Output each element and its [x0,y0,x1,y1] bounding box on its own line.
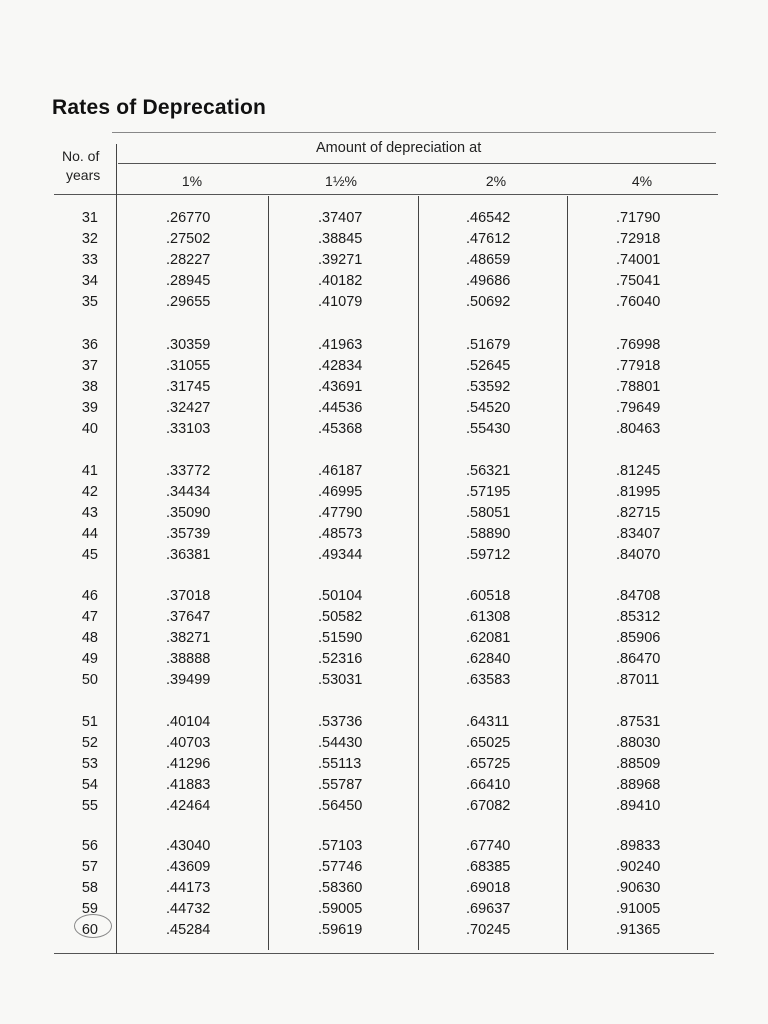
rate-1-cell: .27502 [166,231,211,247]
rate-1-cell: .41883 [166,777,211,793]
year-cell: 40 [81,421,98,437]
table-row [54,836,718,857]
rate-2-cell: .57195 [466,484,511,500]
table-row [54,377,718,398]
rate-4-cell: .88968 [616,777,661,793]
table-row [54,649,718,670]
rate-1-5-cell: .46995 [318,484,363,500]
rate-4-cell: .78801 [616,379,661,395]
table-row [54,920,718,941]
rate-1-5-cell: .38845 [318,231,363,247]
rate-1-5-cell: .39271 [318,252,363,268]
rate-4-cell: .71790 [616,210,661,226]
rate-1-5-cell: .56450 [318,798,363,814]
rate-4-cell: .86470 [616,651,661,667]
year-cell: 56 [81,838,98,854]
rate-2-cell: .54520 [466,400,511,416]
rate-1-5-cell: .41079 [318,294,363,310]
row-group [54,712,718,817]
rate-1-cell: .41296 [166,756,211,772]
rate-2-cell: .46542 [466,210,511,226]
year-cell: 32 [81,231,98,247]
rate-1-5-cell: .59619 [318,922,363,938]
year-cell: 46 [81,588,98,604]
table-row [54,754,718,775]
rate-1-cell: .43609 [166,859,211,875]
table-row [54,607,718,628]
rate-1-5-cell: .42834 [318,358,363,374]
rate-4-cell: .83407 [616,526,661,542]
rate-4-cell: .85906 [616,630,661,646]
rate-2-cell: .65025 [466,735,511,751]
table-row [54,461,718,482]
rate-2-cell: .58051 [466,505,511,521]
rate-1-5-cell: .53031 [318,672,363,688]
rate-1-5-cell: .37407 [318,210,363,226]
rate-1-cell: .40104 [166,714,211,730]
rate-1-5-cell: .59005 [318,901,363,917]
year-cell: 42 [81,484,98,500]
table-row [54,628,718,649]
depreciation-table [54,130,718,956]
year-cell: 52 [81,735,98,751]
rate-4-cell: .89410 [616,798,661,814]
year-cell: 38 [81,379,98,395]
rate-2-cell: .65725 [466,756,511,772]
rate-1-cell: .40703 [166,735,211,751]
rate-2-cell: .49686 [466,273,511,289]
year-cell: 35 [81,294,98,310]
rate-1-cell: .33103 [166,421,211,437]
row-group [54,461,718,566]
rate-2-cell: .68385 [466,859,511,875]
rate-2-cell: .51679 [466,337,511,353]
table-row [54,208,718,229]
year-cell: 31 [81,210,98,226]
rate-4-cell: .89833 [616,838,661,854]
rate-2-cell: .48659 [466,252,511,268]
rate-2-cell: .67082 [466,798,511,814]
rate-1-cell: .37647 [166,609,211,625]
header-bottom-rule [54,194,718,195]
table-row [54,775,718,796]
rate-1-cell: .42464 [166,798,211,814]
rate-1-cell: .26770 [166,210,211,226]
rate-1-5-cell: .44536 [318,400,363,416]
rate-2-cell: .53592 [466,379,511,395]
table-row [54,857,718,878]
rate-4-cell: .79649 [616,400,661,416]
year-cell: 53 [81,756,98,772]
rate-1-cell: .44732 [166,901,211,917]
rate-1-5-cell: .48573 [318,526,363,542]
page-title: Rates of Deprecation [52,96,267,119]
col-header-4: 4% [631,173,653,189]
year-cell: 34 [81,273,98,289]
rate-4-cell: .82715 [616,505,661,521]
rate-4-cell: .81245 [616,463,661,479]
table-row [54,733,718,754]
rate-4-cell: .81995 [616,484,661,500]
rate-4-cell: .90240 [616,859,661,875]
table-row [54,878,718,899]
rate-4-cell: .87531 [616,714,661,730]
table-row [54,545,718,566]
pen-circle-mark [74,914,112,938]
rate-1-5-cell: .40182 [318,273,363,289]
rate-1-5-cell: .54430 [318,735,363,751]
rate-1-5-cell: .51590 [318,630,363,646]
table-row [54,356,718,377]
year-cell: 58 [81,880,98,896]
rate-2-cell: .69018 [466,880,511,896]
table-row [54,335,718,356]
table-row [54,398,718,419]
rate-1-cell: .35090 [166,505,211,521]
rate-1-5-cell: .45368 [318,421,363,437]
year-cell: 50 [81,672,98,688]
rate-1-5-cell: .55113 [318,756,362,772]
rate-1-cell: .28227 [166,252,211,268]
rate-1-5-cell: .50104 [318,588,363,604]
year-cell: 51 [81,714,98,730]
rate-1-5-cell: .55787 [318,777,363,793]
rate-1-cell: .44173 [166,880,211,896]
table-row [54,419,718,440]
rate-4-cell: .77918 [616,358,661,374]
table-top-rule [112,132,716,133]
rate-1-cell: .38888 [166,651,211,667]
year-cell: 33 [81,252,98,268]
rate-1-cell: .35739 [166,526,211,542]
table-row [54,271,718,292]
rate-2-cell: .62840 [466,651,511,667]
rate-1-cell: .31055 [166,358,211,374]
rate-1-5-cell: .52316 [318,651,363,667]
row-group [54,208,718,313]
rate-2-cell: .59712 [466,547,511,563]
rate-1-5-cell: .47790 [318,505,363,521]
rate-2-cell: .69637 [466,901,511,917]
rate-1-cell: .36381 [166,547,211,563]
rate-4-cell: .91005 [616,901,661,917]
rate-2-cell: .67740 [466,838,511,854]
rate-2-cell: .66410 [466,777,511,793]
rate-1-5-cell: .49344 [318,547,363,563]
header-no-of: No. of [62,148,100,164]
rate-1-cell: .28945 [166,273,211,289]
year-cell: 57 [81,859,98,875]
rate-1-5-cell: .57746 [318,859,363,875]
table-row [54,712,718,733]
year-cell: 55 [81,798,98,814]
year-cell: 45 [81,547,98,563]
rate-1-5-cell: .46187 [318,463,363,479]
rate-2-cell: .58890 [466,526,511,542]
rate-1-cell: .33772 [166,463,211,479]
rate-4-cell: .75041 [616,273,661,289]
year-cell: 60 [81,922,98,938]
rate-2-cell: .70245 [466,922,511,938]
year-cell: 43 [81,505,98,521]
table-row [54,899,718,920]
year-cell: 37 [81,358,98,374]
rate-2-cell: .50692 [466,294,511,310]
rate-1-5-cell: .53736 [318,714,363,730]
table-row [54,796,718,817]
rate-2-cell: .64311 [466,714,510,730]
rate-1-cell: .39499 [166,672,211,688]
table-row [54,586,718,607]
rate-2-cell: .52645 [466,358,511,374]
rate-2-cell: .56321 [466,463,511,479]
rate-4-cell: .74001 [616,252,661,268]
rate-4-cell: .76040 [616,294,661,310]
row-group [54,836,718,941]
year-cell: 44 [81,526,98,542]
rate-4-cell: .88509 [616,756,661,772]
year-cell: 48 [81,630,98,646]
rate-1-5-cell: .58360 [318,880,363,896]
table-row [54,524,718,545]
table-row [54,482,718,503]
rate-2-cell: .55430 [466,421,511,437]
col-header-15: 1½% [325,173,357,189]
table-bottom-rule [54,953,714,954]
rate-1-cell: .45284 [166,922,211,938]
rate-4-cell: .87011 [616,672,660,688]
header-mid-rule [118,163,716,164]
year-cell: 41 [81,463,98,479]
rate-4-cell: .91365 [616,922,661,938]
rate-2-cell: .47612 [466,231,511,247]
rate-1-5-cell: .41963 [318,337,363,353]
rate-1-5-cell: .43691 [318,379,363,395]
year-cell: 49 [81,651,98,667]
rate-4-cell: .85312 [616,609,661,625]
rate-2-cell: .60518 [466,588,511,604]
rate-4-cell: .90630 [616,880,661,896]
rate-1-cell: .38271 [166,630,211,646]
year-cell: 47 [81,609,98,625]
rate-1-cell: .37018 [166,588,211,604]
rate-1-cell: .29655 [166,294,211,310]
rate-1-5-cell: .57103 [318,838,363,854]
rate-4-cell: .84708 [616,588,661,604]
row-group [54,335,718,440]
rate-1-cell: .30359 [166,337,211,353]
table-row [54,292,718,313]
rate-2-cell: .63583 [466,672,511,688]
rate-1-cell: .32427 [166,400,211,416]
rate-1-cell: .34434 [166,484,211,500]
table-row [54,670,718,691]
rate-4-cell: .72918 [616,231,661,247]
rate-1-cell: .43040 [166,838,211,854]
rate-1-cell: .31745 [166,379,211,395]
table-row [54,503,718,524]
header-years: years [66,167,101,183]
rate-4-cell: .80463 [616,421,661,437]
year-cell: 54 [81,777,98,793]
header-amount: Amount of depreciation at [316,140,482,156]
rate-4-cell: .84070 [616,547,661,563]
rate-1-5-cell: .50582 [318,609,363,625]
col-header-1: 1% [181,173,203,189]
year-cell: 59 [81,901,98,917]
table-row [54,250,718,271]
year-cell: 36 [81,337,98,353]
rate-4-cell: .88030 [616,735,661,751]
rate-2-cell: .62081 [466,630,511,646]
rate-2-cell: .61308 [466,609,511,625]
table-row [54,229,718,250]
row-group [54,586,718,691]
year-cell: 39 [81,400,98,416]
col-header-2: 2% [485,173,507,189]
rate-4-cell: .76998 [616,337,661,353]
